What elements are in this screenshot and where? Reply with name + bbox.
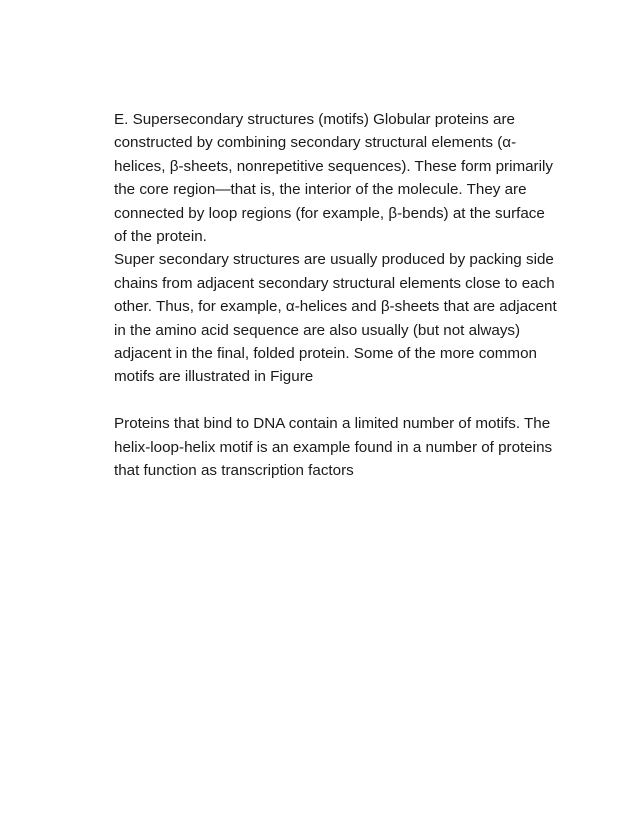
- text-line: the core region—that is, the interior of the molecule. They are: [114, 181, 527, 199]
- text-line: that function as transcription factors: [114, 462, 354, 480]
- paragraph-spacer: [114, 389, 584, 412]
- text-line: motifs are illustrated in Figure: [114, 368, 314, 386]
- text-line: E. Supersecondary structures (motifs) Globular proteins are: [114, 111, 515, 128]
- text-line: chains from adjacent secondary structural elements close to each: [114, 274, 555, 292]
- text-line: other. Thus, for example, α-helices and β-sheets that are adjacent: [114, 298, 557, 316]
- text-line: Proteins that bind to DNA contain a limited number of motifs. The: [114, 415, 551, 433]
- text-line: connected by loop regions (for example, β-bends) at the surface: [114, 204, 545, 222]
- text-line: in the amino acid sequence are also usually (but not always): [114, 321, 521, 339]
- text-line: helices, β-sheets, nonrepetitive sequences). These form primarily: [114, 157, 553, 175]
- text-line: adjacent in the final, folded protein. Some of the more common: [114, 345, 537, 363]
- text-line: of the protein.: [114, 228, 207, 246]
- body-text: [114, 108, 584, 482]
- text-line: helix-loop-helix motif is an example found in a number of proteins: [114, 438, 553, 456]
- text-line: Super secondary structures are usually produced by packing side: [114, 251, 554, 269]
- paragraph-dna-binding-motifs: [114, 412, 584, 482]
- paragraph-packing-side-chains: [114, 248, 584, 388]
- text-line: constructed by combining secondary structural elements (α-: [114, 134, 517, 152]
- paragraph-supersecondary-structures: [114, 108, 584, 248]
